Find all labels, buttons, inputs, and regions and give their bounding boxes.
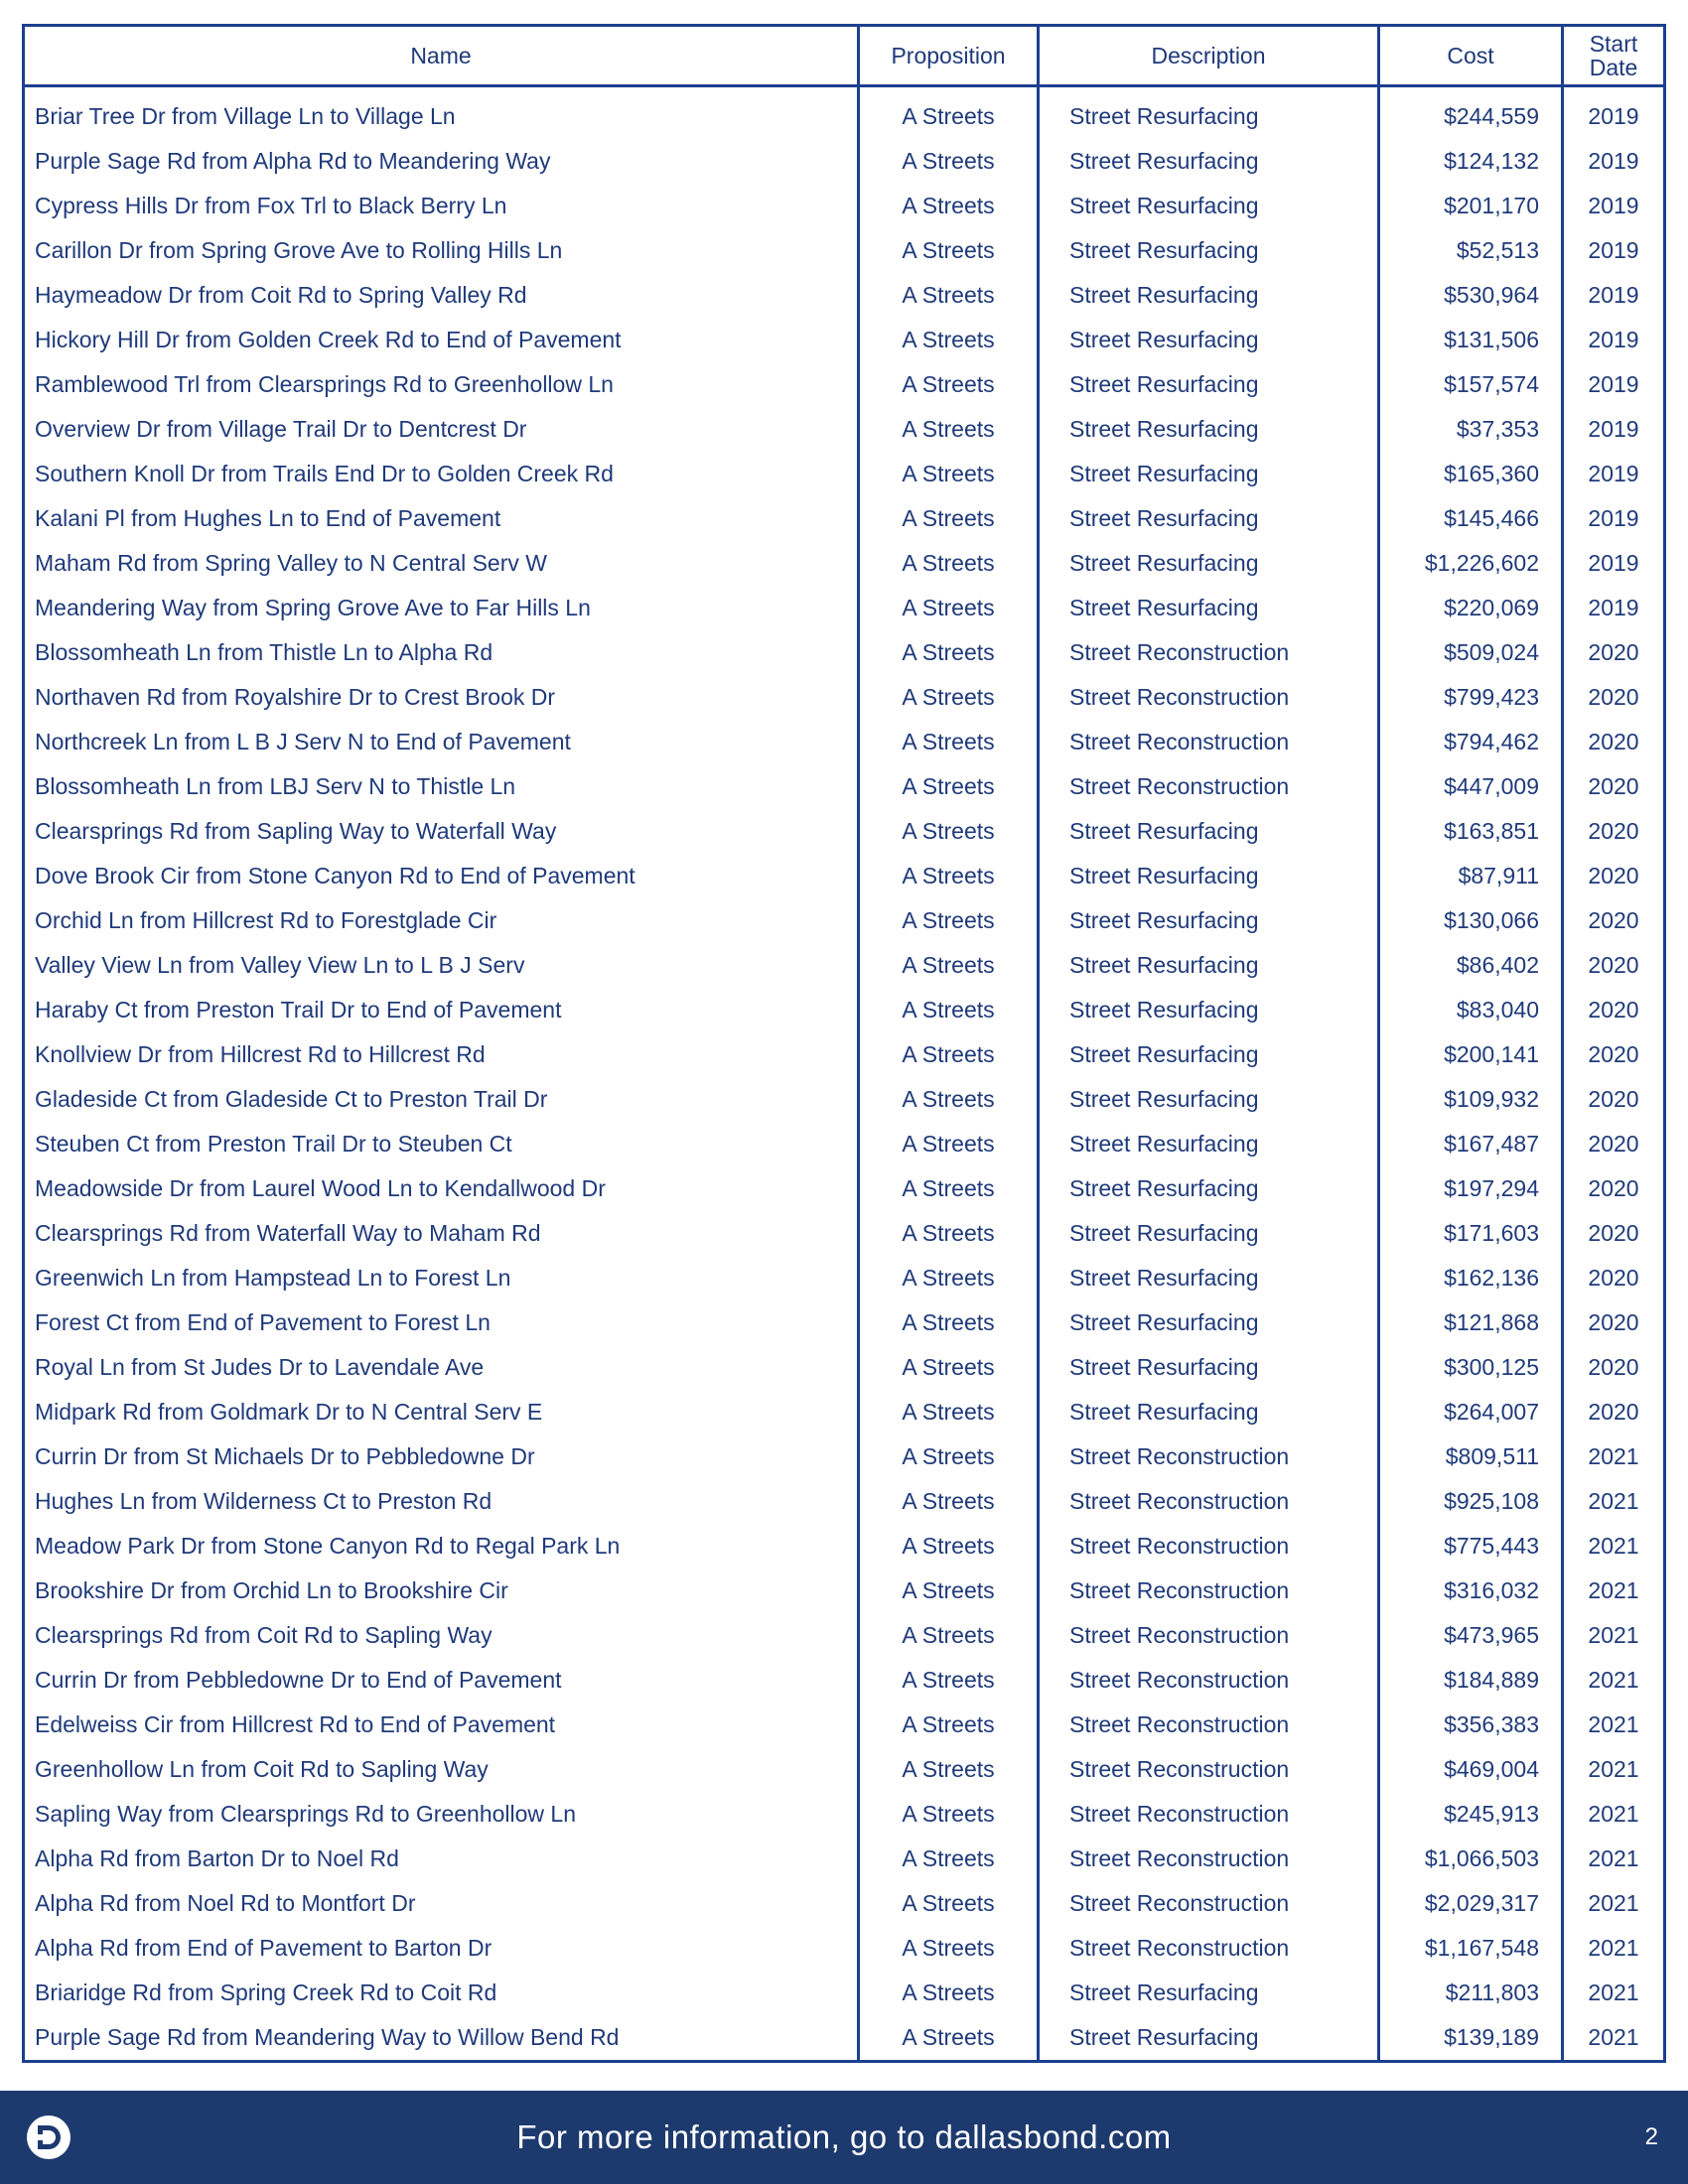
cell-proposition: A Streets (902, 1131, 995, 1157)
cell-start-date: 2019 (1588, 416, 1639, 442)
projects-table (22, 24, 1666, 2063)
cell-description: Street Resurfacing (1069, 1175, 1259, 1201)
cell-proposition: A Streets (902, 2024, 995, 2050)
cell-proposition: A Streets (902, 952, 995, 978)
table-row (25, 1166, 1663, 1211)
cell-description: Street Resurfacing (1069, 461, 1259, 486)
cell-cost: $145,466 (1444, 505, 1539, 531)
cell-start-date: 2020 (1588, 1131, 1639, 1157)
cell-cost: $200,141 (1444, 1041, 1539, 1067)
cell-proposition: A Streets (902, 1086, 995, 1112)
cell-proposition: A Streets (902, 1533, 995, 1559)
cell-start-date: 2019 (1588, 237, 1639, 263)
cell-proposition: A Streets (902, 1577, 995, 1603)
cell-name: Clearsprings Rd from Coit Rd to Sapling Way (35, 1622, 492, 1648)
table-row (25, 1837, 1663, 1881)
cell-proposition: A Streets (902, 1711, 995, 1737)
cell-start-date: 2021 (1588, 1756, 1639, 1782)
cell-proposition: A Streets (902, 684, 995, 710)
cell-description: Street Resurfacing (1069, 327, 1259, 352)
cell-cost: $1,066,503 (1424, 1845, 1539, 1871)
cell-description: Street Reconstruction (1069, 1756, 1290, 1782)
cell-start-date: 2020 (1588, 997, 1639, 1023)
table-row (25, 1613, 1663, 1658)
table-row (25, 809, 1663, 854)
table-row (25, 988, 1663, 1032)
cell-description: Street Resurfacing (1069, 863, 1259, 888)
cell-cost: $244,559 (1444, 103, 1539, 129)
cell-name: Blossomheath Ln from LBJ Serv N to Thistle Ln (35, 773, 516, 799)
cell-cost: $211,803 (1445, 1979, 1539, 2005)
cell-cost: $139,189 (1444, 2024, 1539, 2050)
cell-name: Clearsprings Rd from Waterfall Way to Maham Rd (35, 1220, 541, 1246)
cell-start-date: 2019 (1588, 595, 1639, 620)
cell-proposition: A Streets (902, 907, 995, 933)
header-divider (25, 84, 1663, 87)
table-row (25, 1569, 1663, 1613)
cell-cost: $157,574 (1444, 371, 1539, 397)
cell-name: Hughes Ln from Wilderness Ct to Preston Rd (35, 1488, 492, 1514)
cell-cost: $2,029,317 (1424, 1890, 1539, 1916)
cell-start-date: 2019 (1588, 550, 1639, 576)
cell-cost: $509,024 (1444, 639, 1539, 665)
cell-name: Knollview Dr from Hillcrest Rd to Hillcrest Rd (35, 1041, 486, 1067)
cell-proposition: A Streets (902, 595, 995, 620)
cell-description: Street Resurfacing (1069, 237, 1259, 263)
cell-description: Street Resurfacing (1069, 103, 1259, 129)
cell-name: Alpha Rd from Barton Dr to Noel Rd (35, 1845, 399, 1871)
cell-name: Cypress Hills Dr from Fox Trl to Black Berry Ln (35, 193, 507, 218)
cell-description: Street Reconstruction (1069, 639, 1290, 665)
table-row (25, 630, 1663, 675)
table-row (25, 586, 1663, 630)
cell-name: Alpha Rd from Noel Rd to Montfort Dr (35, 1890, 416, 1916)
cell-name: Clearsprings Rd from Sapling Way to Waterfall Way (35, 818, 557, 844)
table-row (25, 1971, 1663, 2015)
table-row (25, 407, 1663, 452)
table-row (25, 1211, 1663, 1256)
cell-start-date: 2019 (1588, 193, 1639, 218)
cell-proposition: A Streets (902, 1756, 995, 1782)
cell-start-date: 2020 (1588, 773, 1639, 799)
table-row (25, 1747, 1663, 1792)
cell-name: Greenhollow Ln from Coit Rd to Sapling Way (35, 1756, 489, 1782)
table-row (25, 1390, 1663, 1434)
cell-proposition: A Streets (902, 550, 995, 576)
cell-start-date: 2019 (1588, 505, 1639, 531)
cell-name: Currin Dr from Pebbledowne Dr to End of Pavement (35, 1667, 562, 1693)
cell-name: Haymeadow Dr from Coit Rd to Spring Valley Rd (35, 282, 527, 308)
table-row (25, 1524, 1663, 1569)
cell-start-date: 2020 (1588, 1041, 1639, 1067)
table-row (25, 1703, 1663, 1747)
cell-start-date: 2021 (1588, 1979, 1639, 2005)
cell-proposition: A Streets (902, 1622, 995, 1648)
cell-description: Street Reconstruction (1069, 1667, 1290, 1693)
cell-start-date: 2019 (1588, 327, 1639, 352)
cell-name: Edelweiss Cir from Hillcrest Rd to End of Pavement (35, 1711, 556, 1737)
cell-description: Street Reconstruction (1069, 1488, 1290, 1514)
cell-cost: $167,487 (1444, 1131, 1539, 1157)
table-row (25, 1792, 1663, 1837)
cell-proposition: A Streets (902, 1041, 995, 1067)
cell-start-date: 2021 (1588, 1801, 1639, 1827)
cell-proposition: A Streets (902, 1309, 995, 1335)
cell-name: Haraby Ct from Preston Trail Dr to End of Pavement (35, 997, 562, 1023)
cell-start-date: 2021 (1588, 1935, 1639, 1961)
table-row (25, 1122, 1663, 1166)
cell-description: Street Resurfacing (1069, 282, 1259, 308)
cell-start-date: 2019 (1588, 282, 1639, 308)
cell-proposition: A Streets (902, 1220, 995, 1246)
cell-proposition: A Streets (902, 282, 995, 308)
cell-description: Street Resurfacing (1069, 1265, 1259, 1291)
cell-cost: $184,889 (1444, 1667, 1539, 1693)
cell-name: Alpha Rd from End of Pavement to Barton Dr (35, 1935, 492, 1961)
table-row (25, 1256, 1663, 1300)
cell-description: Street Reconstruction (1069, 1935, 1290, 1961)
cell-name: Purple Sage Rd from Meandering Way to Willow Bend Rd (35, 2024, 620, 2050)
cell-name: Hickory Hill Dr from Golden Creek Rd to End of Pavement (35, 327, 622, 352)
cell-start-date: 2020 (1588, 1220, 1639, 1246)
cell-proposition: A Streets (902, 327, 995, 352)
cell-cost: $87,911 (1458, 863, 1539, 888)
cell-start-date: 2019 (1588, 103, 1639, 129)
cell-description: Street Resurfacing (1069, 1220, 1259, 1246)
cell-description: Street Resurfacing (1069, 148, 1259, 174)
cell-start-date: 2021 (1588, 1577, 1639, 1603)
cell-description: Street Resurfacing (1069, 193, 1259, 218)
cell-start-date: 2021 (1588, 1533, 1639, 1559)
cell-proposition: A Streets (902, 773, 995, 799)
cell-start-date: 2020 (1588, 907, 1639, 933)
cell-cost: $245,913 (1444, 1801, 1539, 1827)
cell-cost: $794,462 (1444, 729, 1539, 754)
cell-proposition: A Streets (902, 416, 995, 442)
cell-name: Carillon Dr from Spring Grove Ave to Rolling Hills Ln (35, 237, 563, 263)
cell-start-date: 2020 (1588, 1175, 1639, 1201)
cell-start-date: 2021 (1588, 1890, 1639, 1916)
cell-start-date: 2019 (1588, 371, 1639, 397)
cell-description: Street Reconstruction (1069, 1443, 1290, 1469)
cell-start-date: 2021 (1588, 2024, 1639, 2050)
cell-cost: $799,423 (1444, 684, 1539, 710)
cell-start-date: 2021 (1588, 1667, 1639, 1693)
table-row (25, 2015, 1663, 2060)
cell-description: Street Resurfacing (1069, 416, 1259, 442)
cell-description: Street Resurfacing (1069, 1354, 1259, 1380)
cell-description: Street Resurfacing (1069, 595, 1259, 620)
cell-start-date: 2020 (1588, 684, 1639, 710)
cell-description: Street Reconstruction (1069, 1533, 1290, 1559)
cell-proposition: A Streets (902, 371, 995, 397)
cell-name: Gladeside Ct from Gladeside Ct to Preston Trail Dr (35, 1086, 548, 1112)
cell-name: Dove Brook Cir from Stone Canyon Rd to End of Pavement (35, 863, 635, 888)
cell-description: Street Reconstruction (1069, 1845, 1290, 1871)
cell-cost: $163,851 (1444, 818, 1539, 844)
cell-proposition: A Streets (902, 818, 995, 844)
table-row (25, 139, 1663, 184)
cell-cost: $109,932 (1444, 1086, 1539, 1112)
cell-description: Street Resurfacing (1069, 1041, 1259, 1067)
table-row (25, 1881, 1663, 1926)
table-row (25, 94, 1663, 139)
header-proposition: Proposition (891, 42, 1006, 68)
cell-description: Street Resurfacing (1069, 952, 1259, 978)
cell-description: Street Resurfacing (1069, 371, 1259, 397)
cell-proposition: A Streets (902, 148, 995, 174)
table-row (25, 1434, 1663, 1479)
cell-cost: $124,132 (1444, 148, 1539, 174)
cell-name: Overview Dr from Village Trail Dr to Dentcrest Dr (35, 416, 527, 442)
cell-proposition: A Streets (902, 1354, 995, 1380)
table-row (25, 452, 1663, 496)
cell-description: Street Resurfacing (1069, 1309, 1259, 1335)
cell-proposition: A Streets (902, 1845, 995, 1871)
cell-proposition: A Streets (902, 1890, 995, 1916)
cell-name: Maham Rd from Spring Valley to N Central Serv W (35, 550, 547, 576)
table-row (25, 541, 1663, 586)
cell-proposition: A Streets (902, 1667, 995, 1693)
cell-start-date: 2021 (1588, 1622, 1639, 1648)
cell-proposition: A Streets (902, 461, 995, 486)
cell-description: Street Reconstruction (1069, 1622, 1290, 1648)
cell-proposition: A Streets (902, 237, 995, 263)
table-row (25, 943, 1663, 988)
table-row (25, 1479, 1663, 1524)
cell-name: Northaven Rd from Royalshire Dr to Crest Brook Dr (35, 684, 556, 710)
cell-description: Street Reconstruction (1069, 1711, 1290, 1737)
table-row (25, 1345, 1663, 1390)
cell-cost: $447,009 (1444, 773, 1539, 799)
page-number: 2 (1644, 2123, 1658, 2150)
header-cost: Cost (1447, 42, 1494, 68)
cell-cost: $52,513 (1456, 237, 1539, 263)
cell-cost: $1,167,548 (1424, 1935, 1539, 1961)
cell-description: Street Resurfacing (1069, 1399, 1259, 1425)
table-row (25, 1926, 1663, 1971)
cell-cost: $925,108 (1444, 1488, 1539, 1514)
cell-name: Sapling Way from Clearsprings Rd to Greenhollow Ln (35, 1801, 577, 1827)
cell-start-date: 2021 (1588, 1845, 1639, 1871)
cell-cost: $162,136 (1444, 1265, 1539, 1291)
cell-start-date: 2020 (1588, 818, 1639, 844)
cell-name: Blossomheath Ln from Thistle Ln to Alpha Rd (35, 639, 493, 665)
table-row (25, 362, 1663, 407)
cell-proposition: A Streets (902, 1801, 995, 1827)
cell-cost: $171,603 (1444, 1220, 1539, 1246)
cell-start-date: 2021 (1588, 1488, 1639, 1514)
table-row (25, 184, 1663, 228)
footer-bar (0, 2091, 1688, 2184)
cell-proposition: A Streets (902, 1399, 995, 1425)
table-row (25, 1658, 1663, 1703)
cell-description: Street Reconstruction (1069, 729, 1290, 754)
cell-proposition: A Streets (902, 1265, 995, 1291)
cell-name: Southern Knoll Dr from Trails End Dr to Golden Creek Rd (35, 461, 614, 486)
cell-name: Northcreek Ln from L B J Serv N to End of Pavement (35, 729, 571, 754)
cell-description: Street Reconstruction (1069, 684, 1290, 710)
cell-name: Midpark Rd from Goldmark Dr to N Central Serv E (35, 1399, 543, 1425)
cell-name: Steuben Ct from Preston Trail Dr to Steuben Ct (35, 1131, 512, 1157)
cell-cost: $83,040 (1456, 997, 1539, 1023)
cell-proposition: A Streets (902, 1175, 995, 1201)
table-row (25, 496, 1663, 541)
table-row (25, 228, 1663, 273)
cell-cost: $356,383 (1444, 1711, 1539, 1737)
cell-start-date: 2020 (1588, 1265, 1639, 1291)
cell-description: Street Resurfacing (1069, 505, 1259, 531)
cell-cost: $300,125 (1444, 1354, 1539, 1380)
cell-cost: $220,069 (1444, 595, 1539, 620)
cell-name: Briar Tree Dr from Village Ln to Village Ln (35, 103, 456, 129)
cell-description: Street Resurfacing (1069, 2024, 1259, 2050)
cell-name: Greenwich Ln from Hampstead Ln to Forest Ln (35, 1265, 511, 1291)
cell-description: Street Resurfacing (1069, 1131, 1259, 1157)
cell-start-date: 2020 (1588, 1309, 1639, 1335)
cell-start-date: 2020 (1588, 1399, 1639, 1425)
cell-cost: $1,226,602 (1424, 550, 1539, 576)
cell-cost: $316,032 (1444, 1577, 1539, 1603)
cell-start-date: 2020 (1588, 1086, 1639, 1112)
cell-proposition: A Streets (902, 1488, 995, 1514)
cell-cost: $37,353 (1456, 416, 1539, 442)
cell-name: Meandering Way from Spring Grove Ave to Far Hills Ln (35, 595, 591, 620)
cell-proposition: A Streets (902, 1979, 995, 2005)
cell-description: Street Resurfacing (1069, 818, 1259, 844)
cell-name: Royal Ln from St Judes Dr to Lavendale Ave (35, 1354, 485, 1380)
cell-cost: $86,402 (1456, 952, 1539, 978)
cell-cost: $165,360 (1444, 461, 1539, 486)
footer-info-text: For more information, go to dallasbond.com (516, 2118, 1172, 2155)
cell-cost: $197,294 (1444, 1175, 1539, 1201)
cell-name: Forest Ct from End of Pavement to Forest Ln (35, 1309, 491, 1335)
cell-start-date: 2020 (1588, 863, 1639, 888)
table-row (25, 1077, 1663, 1122)
cell-name: Kalani Pl from Hughes Ln to End of Pavement (35, 505, 501, 531)
cell-start-date: 2021 (1588, 1443, 1639, 1469)
cell-cost: $131,506 (1444, 327, 1539, 352)
cell-proposition: A Streets (902, 505, 995, 531)
cell-description: Street Resurfacing (1069, 997, 1259, 1023)
table-row (25, 273, 1663, 318)
table-row (25, 1300, 1663, 1345)
cell-proposition: A Streets (902, 193, 995, 218)
cell-start-date: 2020 (1588, 1354, 1639, 1380)
cell-cost: $264,007 (1444, 1399, 1539, 1425)
cell-proposition: A Streets (902, 1443, 995, 1469)
cell-start-date: 2020 (1588, 729, 1639, 754)
cell-name: Purple Sage Rd from Alpha Rd to Meandering Way (35, 148, 551, 174)
header-name: Name (410, 42, 472, 68)
header-description: Description (1151, 42, 1266, 68)
cell-cost: $121,868 (1444, 1309, 1539, 1335)
table-row (25, 318, 1663, 362)
cell-proposition: A Streets (902, 103, 995, 129)
cell-cost: $469,004 (1444, 1756, 1539, 1782)
table-body (25, 94, 1663, 2060)
cell-cost: $130,066 (1444, 907, 1539, 933)
cell-cost: $809,511 (1445, 1443, 1539, 1469)
cell-name: Briaridge Rd from Spring Creek Rd to Coit Rd (35, 1979, 497, 2005)
cell-description: Street Reconstruction (1069, 1890, 1290, 1916)
cell-proposition: A Streets (902, 863, 995, 888)
cell-start-date: 2019 (1588, 148, 1639, 174)
cell-description: Street Reconstruction (1069, 1801, 1290, 1827)
cell-proposition: A Streets (902, 1935, 995, 1961)
cell-cost: $775,443 (1444, 1533, 1539, 1559)
cell-description: Street Reconstruction (1069, 773, 1290, 799)
table-row (25, 764, 1663, 809)
table-row (25, 675, 1663, 720)
header-start-date: Start Date (1589, 30, 1638, 80)
cell-name: Brookshire Dr from Orchid Ln to Brookshire Cir (35, 1577, 508, 1603)
cell-name: Orchid Ln from Hillcrest Rd to Forestglade Cir (35, 907, 497, 933)
cell-start-date: 2019 (1588, 461, 1639, 486)
cell-name: Meadow Park Dr from Stone Canyon Rd to Regal Park Ln (35, 1533, 621, 1559)
cell-name: Ramblewood Trl from Clearsprings Rd to Greenhollow Ln (35, 371, 614, 397)
table-row (25, 1032, 1663, 1077)
cell-name: Valley View Ln from Valley View Ln to L B J Serv (35, 952, 525, 978)
table-row (25, 854, 1663, 898)
cell-start-date: 2020 (1588, 952, 1639, 978)
cell-start-date: 2020 (1588, 639, 1639, 665)
cell-cost: $201,170 (1444, 193, 1539, 218)
cell-cost: $530,964 (1444, 282, 1539, 308)
cell-description: Street Reconstruction (1069, 1577, 1290, 1603)
cell-description: Street Resurfacing (1069, 1086, 1259, 1112)
cell-description: Street Resurfacing (1069, 550, 1259, 576)
table-row (25, 720, 1663, 764)
cell-name: Currin Dr from St Michaels Dr to Pebbledowne Dr (35, 1443, 535, 1469)
cell-description: Street Resurfacing (1069, 907, 1259, 933)
cell-proposition: A Streets (902, 997, 995, 1023)
cell-start-date: 2021 (1588, 1711, 1639, 1737)
cell-description: Street Resurfacing (1069, 1979, 1259, 2005)
cell-proposition: A Streets (902, 639, 995, 665)
cell-proposition: A Streets (902, 729, 995, 754)
cell-cost: $473,965 (1444, 1622, 1539, 1648)
cell-name: Meadowside Dr from Laurel Wood Ln to Kendallwood Dr (35, 1175, 606, 1201)
table-row (25, 898, 1663, 943)
